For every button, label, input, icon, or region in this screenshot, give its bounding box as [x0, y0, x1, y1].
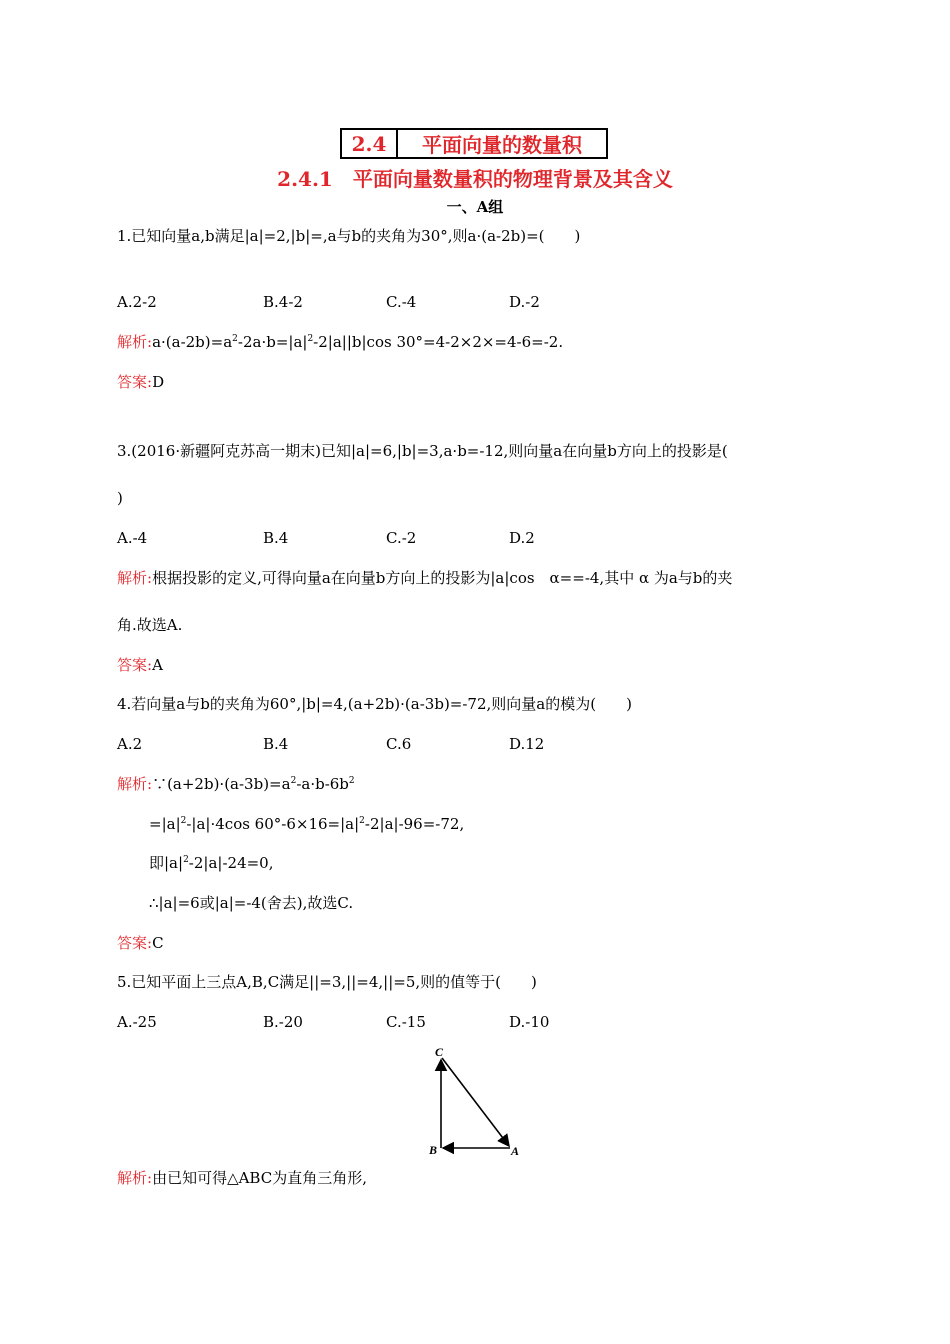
- q4-solution-line1: [117, 774, 355, 794]
- q1-option-b: B.4-2: [263, 293, 303, 311]
- q4-option-a: A.2: [117, 735, 143, 753]
- q1-solution-label: 解析:: [117, 333, 153, 351]
- q3-option-b: B.4: [263, 529, 289, 547]
- q3-solution-text1: 根据投影的定义,可得向量a在向量b方向上的投影为|a|cos α==-4,其中 α 为a与b的夹: [152, 569, 733, 587]
- q4-solution-l2-part3: -2|a|-96=-72,: [364, 815, 465, 833]
- q1-solution-part3: -2|a||b|cos 30°=4-2×2×=4-6=-2.: [313, 333, 564, 351]
- q3-stem-cont: ): [117, 489, 123, 507]
- q4-solution-label: 解析:: [117, 775, 153, 793]
- q4-solution-l3-part1: 即|a|: [149, 854, 184, 872]
- q3-answer-label: 答案:: [117, 656, 153, 674]
- q4-solution-l1-part2: -a·b-6b: [296, 775, 349, 793]
- q3-solution-line1: [117, 568, 732, 588]
- q4-options: [117, 734, 717, 754]
- group-heading: 一、A组: [446, 198, 504, 216]
- q4-solution-l1-part1: ∵(a+2b)·(a-3b)=a: [152, 775, 291, 793]
- q5-solution-label: 解析:: [117, 1169, 153, 1187]
- q5-option-b: B.-20: [263, 1013, 303, 1031]
- q1-options: [117, 292, 717, 312]
- q1-sup2: 2: [307, 334, 314, 344]
- section-title-box: [340, 128, 608, 159]
- q4-option-b: B.4: [263, 735, 289, 753]
- q5-options: [117, 1012, 717, 1032]
- q4-solution-line3: [149, 853, 274, 873]
- q4-solution-l2-part1: =|a|: [149, 815, 181, 833]
- q5-option-a: A.-25: [117, 1013, 157, 1031]
- q1-answer-value: D: [152, 373, 165, 391]
- q4-option-d: D.12: [509, 735, 545, 753]
- q3-solution-label: 解析:: [117, 569, 153, 587]
- q5-solution-line1: [117, 1168, 367, 1188]
- q4-answer-label: 答案:: [117, 934, 153, 952]
- triangle-figure: [425, 1042, 525, 1162]
- q4-solution-line2: [149, 814, 464, 834]
- q3-stem: 3.(2016·新疆阿克苏高一期末)已知|a|=6,|b|=3,a·b=-12,则向量a在向量b方向上的投影是(: [117, 442, 728, 460]
- q4-sup4: 2: [359, 816, 365, 826]
- q4-option-c: C.6: [386, 735, 412, 753]
- label-c: C: [435, 1045, 444, 1059]
- q1-solution: [117, 332, 563, 352]
- subsection-title: 2.4.1 平面向量数量积的物理背景及其含义: [277, 167, 673, 191]
- q1-stem: 1.已知向量a,b满足|a|=2,|b|=,a与b的夹角为30°,则a·(a-2b)=( ): [117, 227, 581, 245]
- section-title: 平面向量的数量积: [422, 133, 582, 157]
- q5-option-d: D.-10: [509, 1013, 550, 1031]
- q1-option-c: C.-4: [386, 293, 417, 311]
- q5-option-c: C.-15: [386, 1013, 426, 1031]
- q1-option-a: A.2-2: [117, 293, 157, 311]
- q4-sup3: 2: [180, 816, 187, 826]
- q3-answer-value: A: [152, 656, 163, 674]
- q1-answer-label: 答案:: [117, 373, 153, 391]
- q1-option-d: D.-2: [509, 293, 540, 311]
- q3-answer: [117, 655, 163, 675]
- q3-options: [117, 528, 717, 548]
- q3-solution-line2: 角.故选A.: [117, 616, 183, 634]
- q3-option-d: D.2: [509, 529, 535, 547]
- q1-answer: [117, 372, 164, 392]
- q4-solution-line4: ∴|a|=6或|a|=-4(舍去),故选C.: [149, 894, 354, 912]
- q4-sup5: 2: [183, 855, 189, 865]
- q3-option-c: C.-2: [386, 529, 417, 547]
- q5-solution-text1: 由已知可得△ABC为直角三角形,: [152, 1169, 367, 1187]
- q4-answer-value: C: [152, 934, 164, 952]
- label-b: B: [429, 1143, 438, 1157]
- q1-solution-part1: a·(a-2b)=a: [152, 333, 233, 351]
- q1-solution-part2: -2a·b=|a|: [237, 333, 308, 351]
- q4-solution-l3-part2: -2|a|-24=0,: [188, 854, 274, 872]
- q4-sup2: 2: [348, 776, 355, 786]
- q4-stem: 4.若向量a与b的夹角为60°,|b|=4,(a+2b)·(a-3b)=-72,则向量a的模为( ): [117, 695, 632, 713]
- section-number: 2.4: [351, 131, 387, 156]
- q5-stem: 5.已知平面上三点A,B,C满足||=3,||=4,||=5,则的值等于( ): [117, 973, 537, 991]
- vector-ca: [442, 1058, 509, 1146]
- q1-sup1: 2: [232, 334, 238, 344]
- q4-answer: [117, 933, 164, 953]
- q3-option-a: A.-4: [117, 529, 148, 547]
- label-a: A: [511, 1144, 520, 1158]
- q4-solution-l2-part2: -|a|·4cos 60°-6×16=|a|: [186, 815, 360, 833]
- q4-sup1: 2: [290, 776, 297, 786]
